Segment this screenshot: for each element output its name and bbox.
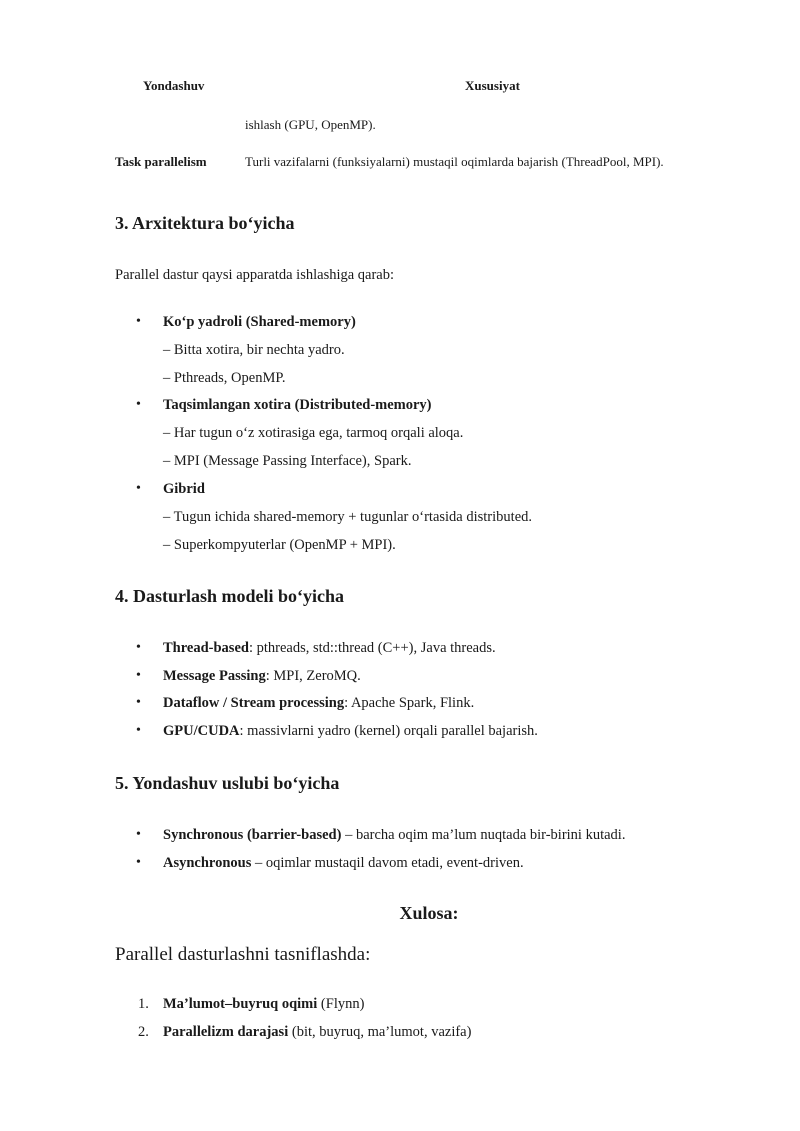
bullet-glyph: • xyxy=(136,397,141,412)
section-3-heading: 3. Arxitektura bo‘yicha xyxy=(115,213,295,233)
list-item-label: Ko‘p yadroli (Shared-memory) xyxy=(163,314,356,330)
section-5-heading: 5. Yondashuv uslubi bo‘yicha xyxy=(115,773,340,793)
list-item-label: Dataflow / Stream processing xyxy=(163,695,345,711)
bullet-glyph: • xyxy=(136,723,141,738)
list-item-label: GPU/CUDA xyxy=(163,723,240,739)
bullet-glyph: • xyxy=(136,314,141,329)
list-item-label: Ma’lumot–buyruq oqimi xyxy=(163,996,318,1012)
list-number: 1. xyxy=(138,996,149,1012)
list-item-label: Parallelizm darajasi xyxy=(163,1024,289,1040)
table-cell-task-description: Turli vazifalarni (funksiyalarni) mustaqil oqimlarda bajarish (ThreadPool, MPI). xyxy=(245,154,664,169)
list-item-text: : pthreads, std::thread (C++), Java threads. xyxy=(248,640,496,656)
list-item-detail: – MPI (Message Passing Interface), Spark. xyxy=(163,453,412,469)
conclusion-intro: Parallel dasturlashni tasniflashda: xyxy=(115,944,371,965)
list-item-detail: – Pthreads, OpenMP. xyxy=(163,370,286,386)
bullet-glyph: • xyxy=(136,481,141,496)
list-item-text: – oqimlar mustaqil davom etadi, event-driven. xyxy=(251,855,524,871)
bullet-glyph: • xyxy=(136,827,141,842)
list-item-text: : massivlarni yadro (kernel) orqali parallel bajarish. xyxy=(239,723,538,739)
table-header-feature: Xususiyat xyxy=(465,78,520,93)
table-header-approach: Yondashuv xyxy=(143,78,205,93)
list-item-label: Synchronous (barrier-based) xyxy=(163,827,342,843)
list-item-text: : Apache Spark, Flink. xyxy=(344,695,475,711)
section-4-heading: 4. Dasturlash modeli bo‘yicha xyxy=(115,586,345,606)
conclusion-heading: Xulosa: xyxy=(399,903,459,923)
list-item-text: – barcha oqim ma’lum nuqtada bir-birini kutadi. xyxy=(341,827,626,843)
list-item-text: (bit, buyruq, ma’lumot, vazifa) xyxy=(288,1024,472,1040)
list-item-text: (Flynn) xyxy=(317,996,365,1012)
list-item-detail: – Har tugun o‘z xotirasiga ega, tarmoq orqali aloqa. xyxy=(163,425,464,441)
section-3-intro: Parallel dastur qaysi apparatda ishlashiga qarab: xyxy=(115,267,395,283)
list-item-detail: – Tugun ichida shared-memory + tugunlar o‘rtasida distributed. xyxy=(163,509,533,525)
list-item-text: : MPI, ZeroMQ. xyxy=(265,668,361,684)
bullet-glyph: • xyxy=(136,640,141,655)
list-item-detail: – Bitta xotira, bir nechta yadro. xyxy=(163,342,345,358)
list-item-detail: – Superkompyuterlar (OpenMP + MPI). xyxy=(163,537,396,553)
bullet-glyph: • xyxy=(136,695,141,710)
list-item-label: Thread-based xyxy=(163,640,249,656)
table-cell-continuation: ishlash (GPU, OpenMP). xyxy=(245,117,376,132)
list-number: 2. xyxy=(138,1024,149,1040)
list-item-label: Gibrid xyxy=(163,481,205,497)
table-cell-task-parallelism: Task parallelism xyxy=(115,154,207,169)
list-item-label: Taqsimlangan xotira (Distributed-memory) xyxy=(163,397,432,413)
bullet-glyph: • xyxy=(136,668,141,683)
list-item-label: Message Passing xyxy=(163,668,266,684)
bullet-glyph: • xyxy=(136,855,141,870)
list-item-label: Asynchronous xyxy=(163,855,252,871)
